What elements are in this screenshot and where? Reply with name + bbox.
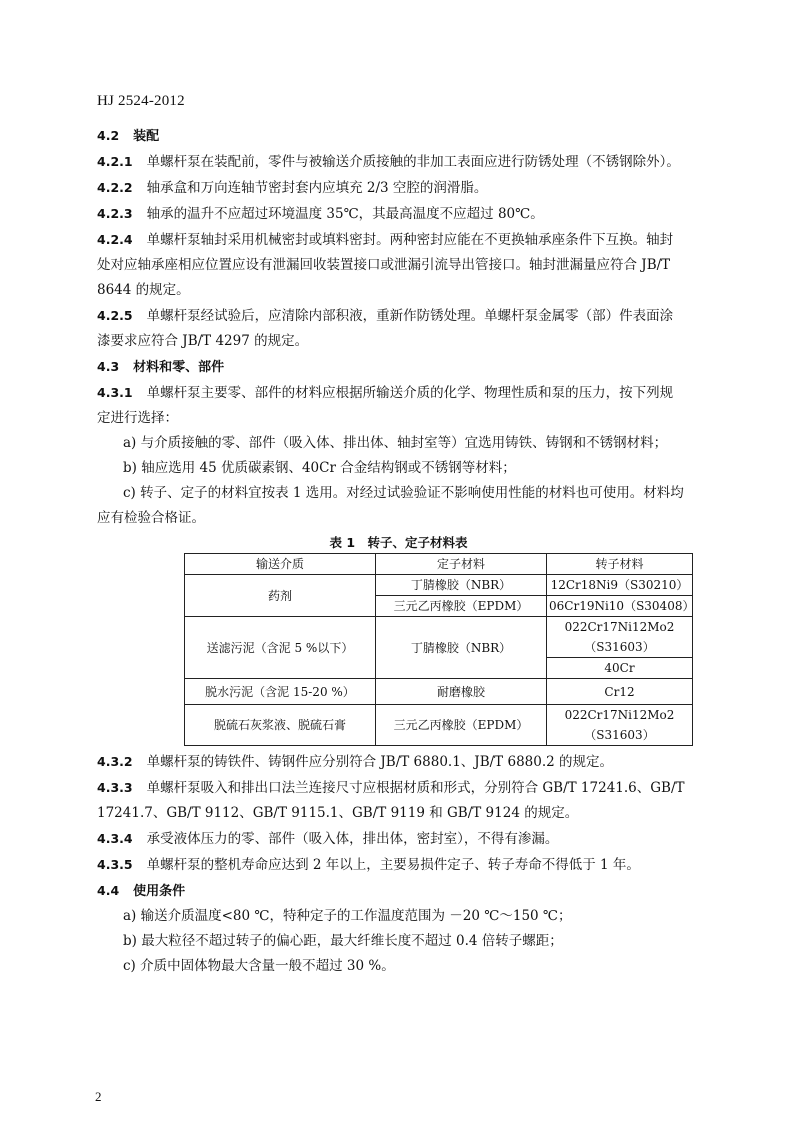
section-heading <box>97 354 700 380</box>
clause-text: 单螺杆泵轴封采用机械密封或填料密封。两种密封应能在不更换轴承座条件下互换。轴封 <box>146 232 674 248</box>
section-heading <box>97 878 700 904</box>
clause-text: 单螺杆泵经试验后，应清除内部积液，重新作防锈处理。单螺杆泵金属零（部）件表面涂 <box>146 308 674 324</box>
clause-text: 单螺杆泵吸入和排出口法兰连接尺寸应根据材质和形式，分别符合 GB/T 17241.6、GB/T <box>146 780 685 796</box>
table-header-row <box>185 554 693 575</box>
clause-text: 轴承盒和万向连轴节密封套内应填充 2/3 空腔的润滑脂。 <box>146 180 488 196</box>
clause-continuation: 17241.7、GB/T 9112、GB/T 9115.1、GB/T 9119 和 GB/T 9124 的规定。 <box>97 805 579 821</box>
rotor-cell: 022Cr17Ni12Mo2（S31603） <box>547 617 693 658</box>
section-number: 4.3 <box>97 359 120 374</box>
medium-cell: 脱水污泥（含泥 15-20 %） <box>185 679 376 705</box>
list-item: b) 最大粒径不超过转子的偏心距，最大纤维长度不超过 0.4 倍转子螺距； <box>123 933 563 949</box>
clause <box>97 303 700 329</box>
list-item: a) 输送介质温度<80 ℃，特种定子的工作温度范围为 －20 ℃～150 ℃； <box>123 908 572 924</box>
clause <box>97 852 700 878</box>
table-row <box>185 617 693 658</box>
section-heading <box>97 123 700 149</box>
clause-number: 4.2.4 <box>97 232 133 247</box>
column-header: 输送介质 <box>185 554 376 575</box>
rotor-cell: Cr12 <box>547 679 693 705</box>
clause <box>97 201 700 227</box>
standard-code-header: HJ 2524-2012 <box>97 93 185 109</box>
section-title: 材料和零、部件 <box>133 360 225 375</box>
clause-continuation: 8644 的规定。 <box>97 282 190 298</box>
materials-table <box>184 553 693 746</box>
clause-text: 单螺杆泵的铸铁件、铸钢件应分别符合 JB/T 6880.1、JB/T 6880.2 的规定。 <box>146 754 614 770</box>
stator-cell: 丁腈橡胶（NBR） <box>376 617 547 679</box>
stator-cell: 三元乙丙橡胶（EPDM） <box>376 596 547 617</box>
rotor-cell: 022Cr17Ni12Mo2（S31603） <box>547 705 693 746</box>
clause <box>97 775 700 801</box>
clause-text: 单螺杆泵的整机寿命应达到 2 年以上，主要易损件定子、转子寿命不得低于 1 年。 <box>146 857 640 873</box>
clause-continuation: 定进行选择： <box>97 410 178 426</box>
rotor-cell: 40Cr <box>547 658 693 679</box>
table-row <box>185 575 693 596</box>
list-item: b) 轴应选用 45 优质碳素钢、40Cr 合金结构钢或不锈钢等材料； <box>123 460 516 476</box>
table-row <box>185 679 693 705</box>
stator-cell: 耐磨橡胶 <box>376 679 547 705</box>
clause-text: 单螺杆泵在装配前，零件与被输送介质接触的非加工表面应进行防锈处理（不锈钢除外）。 <box>146 154 680 170</box>
clause <box>97 175 700 201</box>
list-item-continuation: 应有检验合格证。 <box>97 510 205 526</box>
body-content <box>97 123 700 979</box>
clause-number: 4.2.2 <box>97 180 133 195</box>
clause <box>97 380 700 406</box>
medium-cell: 药剂 <box>185 575 376 617</box>
page-number: 2 <box>95 1089 102 1104</box>
section-number: 4.4 <box>97 883 120 898</box>
clause-text: 单螺杆泵主要零、部件的材料应根据所输送介质的化学、物理性质和泵的压力，按下列规 <box>146 385 674 401</box>
clause <box>97 149 700 175</box>
list-item: c) 转子、定子的材料宜按表 1 选用。对经过试验验证不影响使用性能的材料也可使用。材料均 <box>123 485 684 501</box>
clause-number: 4.2.3 <box>97 206 133 221</box>
clause-text: 承受液体压力的零、部件（吸入体，排出体，密封室），不得有渗漏。 <box>146 831 559 847</box>
clause-continuation: 漆要求应符合 JB/T 4297 的规定。 <box>97 333 309 349</box>
clause-number: 4.3.3 <box>97 780 133 795</box>
table-caption: 表 1 转子、定子材料表 <box>329 535 468 550</box>
clause <box>97 227 700 253</box>
list-item: a) 与介质接触的零、部件（吸入体、排出体、轴封室等）宜选用铸铁、铸钢和不锈钢材料； <box>123 435 668 451</box>
section-title: 装配 <box>133 129 160 144</box>
clause <box>97 749 700 775</box>
clause-number: 4.3.4 <box>97 831 133 846</box>
clause-text: 轴承的温升不应超过环境温度 35℃，其最高温度不应超过 80℃。 <box>146 206 544 222</box>
rotor-cell: 12Cr18Ni9（S30210） <box>547 575 693 596</box>
clause-number: 4.3.2 <box>97 754 133 769</box>
clause-number: 4.2.1 <box>97 154 133 169</box>
clause <box>97 826 700 852</box>
section-number: 4.2 <box>97 128 120 143</box>
section-title: 使用条件 <box>133 884 186 899</box>
table-row <box>185 705 693 746</box>
column-header: 定子材料 <box>376 554 547 575</box>
clause-number: 4.3.1 <box>97 385 133 400</box>
clause-continuation: 处对应轴承座相应位置应设有泄漏回收装置接口或泄漏引流导出管接口。轴封泄漏量应符合 JB/T <box>97 257 671 273</box>
medium-cell: 脱硫石灰浆液、脱硫石膏 <box>185 705 376 746</box>
list-item: c) 介质中固体物最大含量一般不超过 30 %。 <box>123 958 395 974</box>
column-header: 转子材料 <box>547 554 693 575</box>
clause-number: 4.2.5 <box>97 308 133 323</box>
medium-cell: 送滤污泥（含泥 5 %以下） <box>185 617 376 679</box>
clause-number: 4.3.5 <box>97 857 133 872</box>
stator-cell: 丁腈橡胶（NBR） <box>376 575 547 596</box>
rotor-cell: 06Cr19Ni10（S30408） <box>547 596 693 617</box>
stator-cell: 三元乙丙橡胶（EPDM） <box>376 705 547 746</box>
